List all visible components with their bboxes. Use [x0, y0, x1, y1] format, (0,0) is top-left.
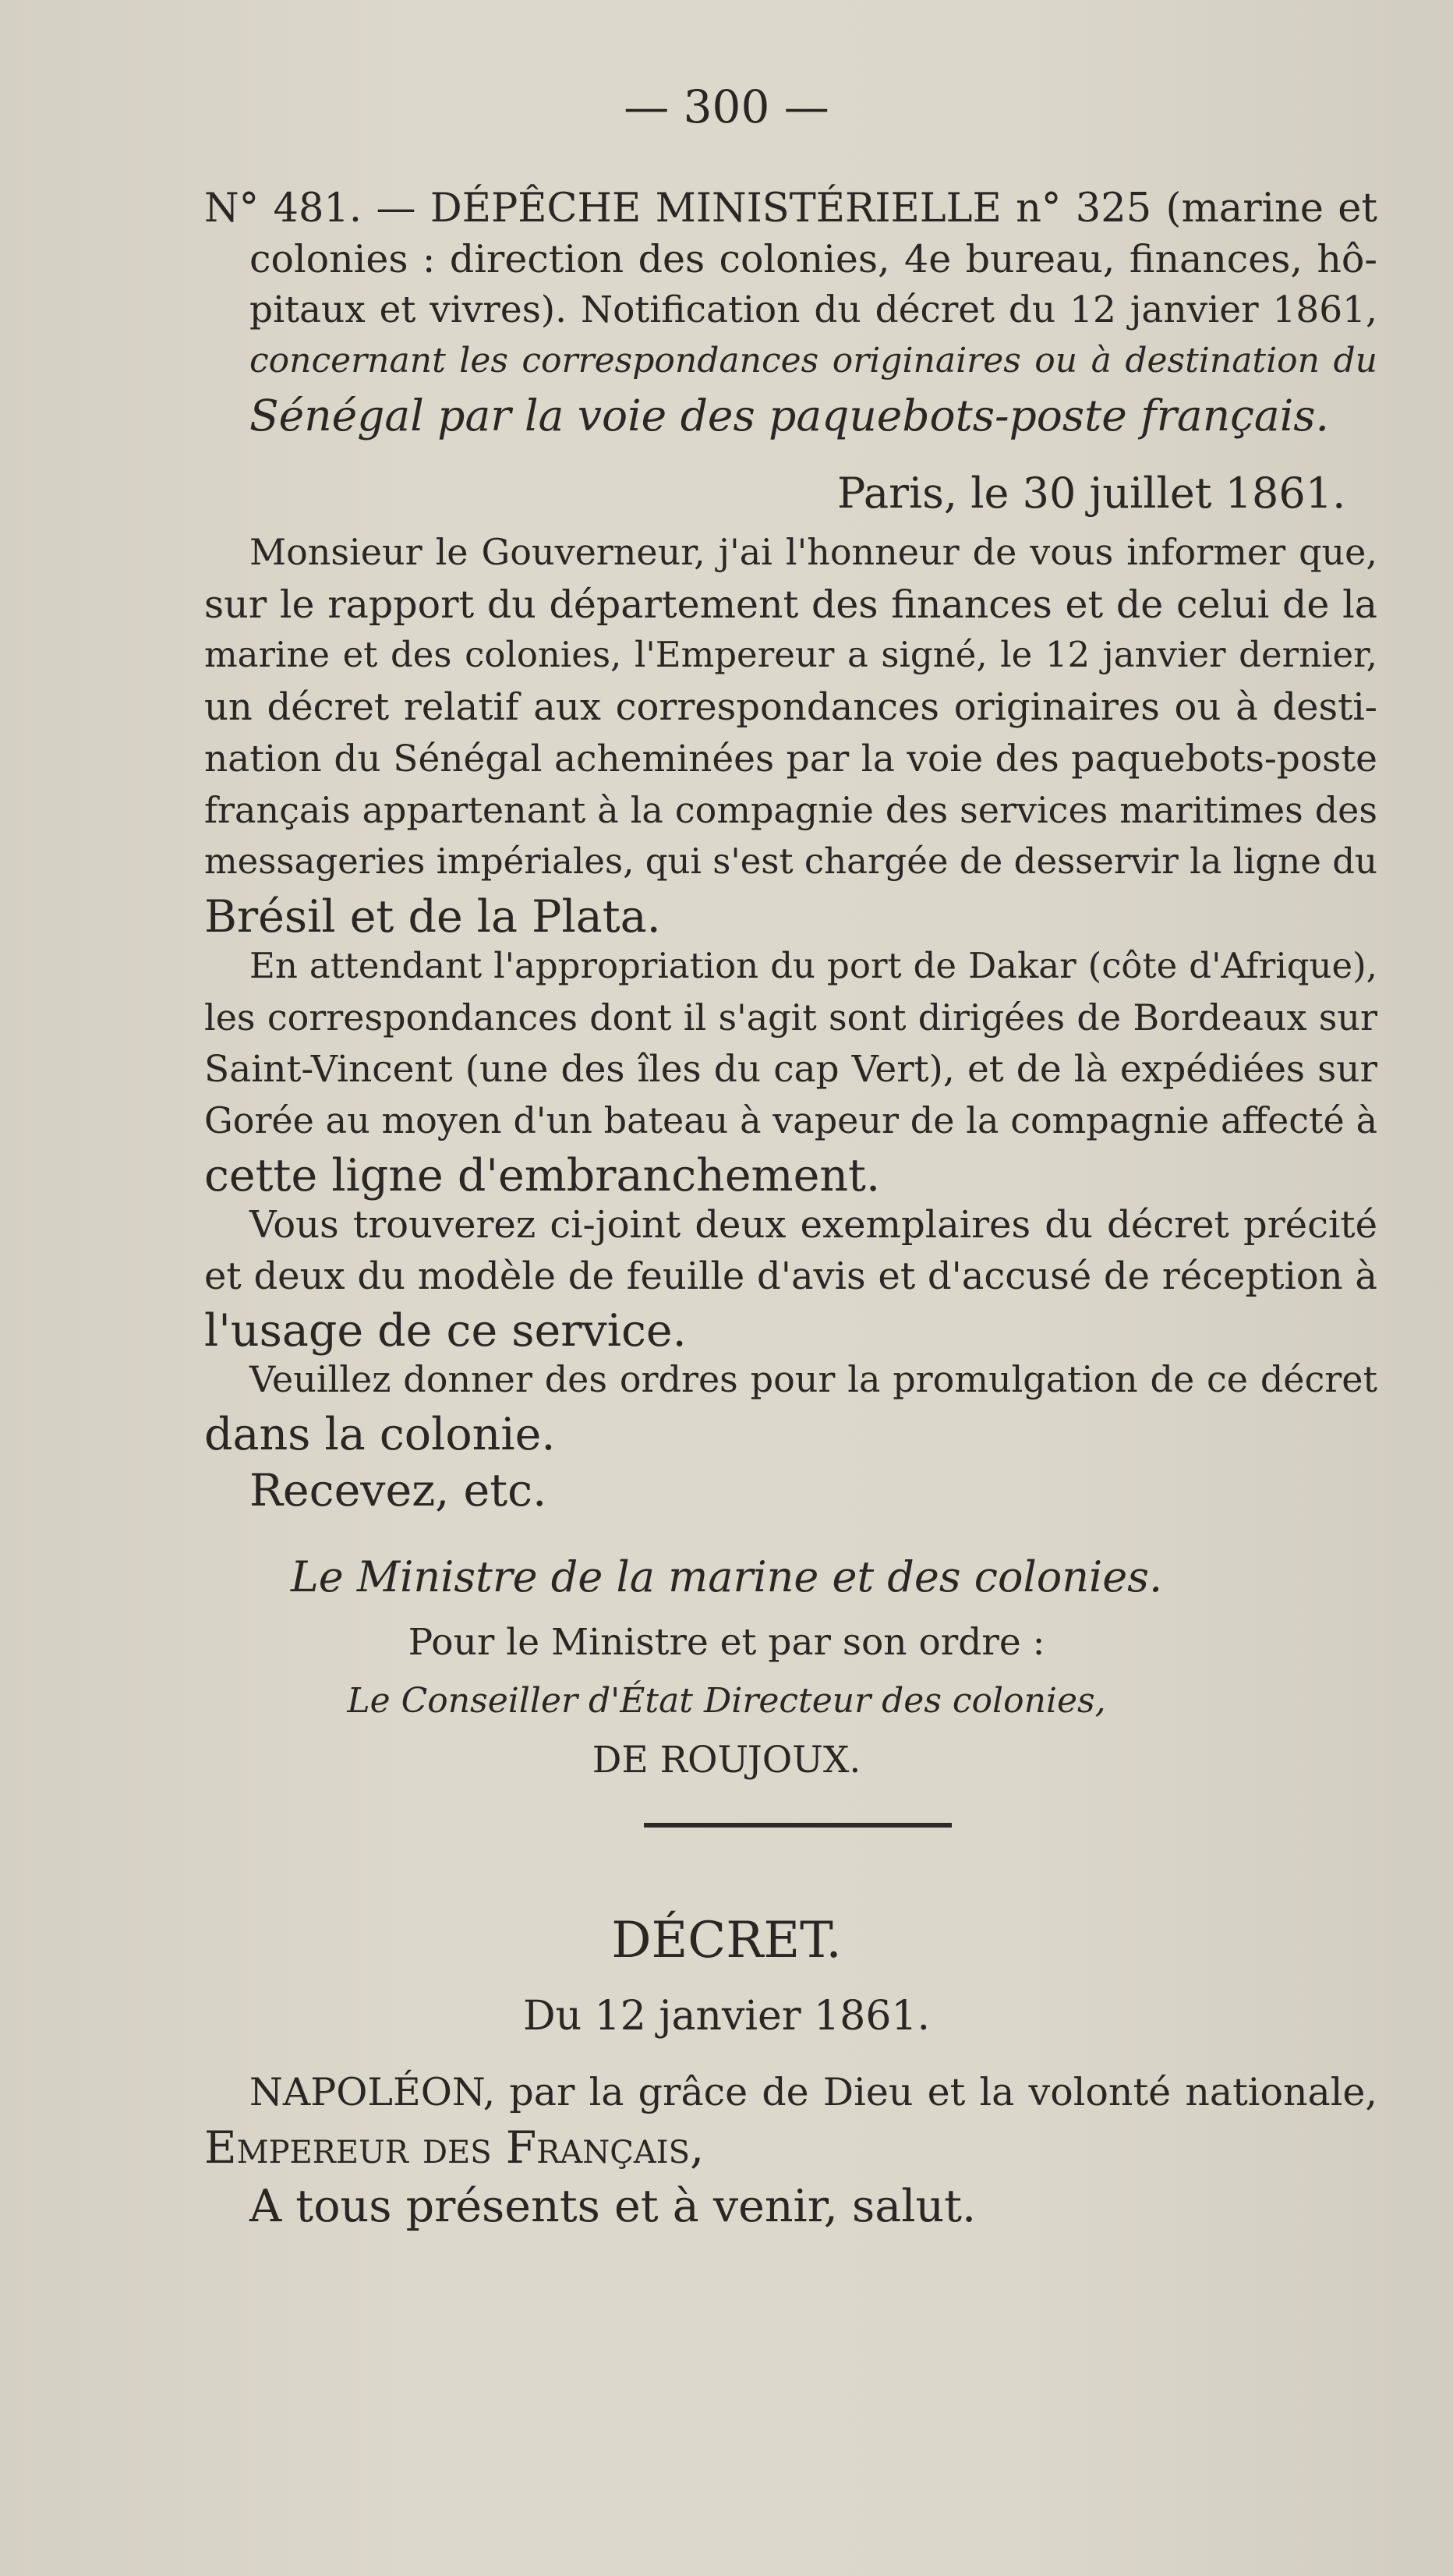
heading-line-2: colonies : direction des colonies, 4e bureau, finances, hô-	[249, 237, 1377, 281]
letter-line: Vous trouverez ci-joint deux exemplaires du décret précité	[249, 1203, 1377, 1247]
decree-line-3: A tous présents et à venir, salut.	[249, 2181, 977, 2232]
letter-line: dans la colonie.	[204, 1409, 556, 1460]
letter-line: nation du Sénégal acheminées par la voie des paquebots-poste	[204, 738, 1377, 780]
letter-line: Monsieur le Gouverneur, j'ai l'honneur de vous informer que,	[249, 531, 1377, 573]
letter-line: et deux du modèle de feuille d'avis et d'accusé de réception à	[204, 1254, 1377, 1298]
letter-line: marine et des colonies, l'Empereur a signé, le 12 janvier dernier,	[204, 634, 1377, 675]
letter-line: Veuillez donner des ordres pour la promulgation de ce décret	[249, 1358, 1377, 1400]
heading-line-5: Sénégal par la voie des paquebots-poste français.	[249, 391, 1330, 441]
heading-line-4: concernant les correspondances originaires ou à destination du	[249, 341, 1377, 380]
letter-line: l'usage de ce service.	[204, 1305, 687, 1357]
page-number: — 300 —	[624, 80, 829, 133]
closing-formula: Recevez, etc.	[249, 1465, 547, 1516]
letter-line: un décret relatif aux correspondances originaires ou à desti-	[204, 685, 1377, 729]
letter-line: Saint-Vincent (une des îles du cap Vert), et de là expédiées sur	[204, 1048, 1377, 1091]
heading-line-1: N° 481. — DÉPÊCHE MINISTÉRIELLE n° 325 (marine et	[204, 186, 1377, 232]
decree-line-2: Empereur des Français,	[204, 2122, 705, 2174]
decree-line-1: NAPOLÉON, par la grâce de Dieu et la volonté nationale,	[249, 2070, 1377, 2114]
letter-line: messageries impériales, qui s'est chargée de desservir la ligne du	[204, 840, 1377, 882]
dateline: Paris, le 30 juillet 1861.	[837, 469, 1346, 518]
section-divider	[644, 1823, 952, 1828]
decree-date: Du 12 janvier 1861.	[522, 1993, 931, 2040]
letter-line: cette ligne d'embranchement.	[204, 1150, 881, 1201]
heading-line-3: pitaux et vivres). Notification du décret du 12 janvier 1861,	[249, 288, 1377, 331]
letter-line: français appartenant à la compagnie des services maritimes des	[204, 789, 1377, 831]
letter-line: En attendant l'appropriation du port de Dakar (côte d'Afrique),	[249, 945, 1377, 986]
letter-line: sur le rapport du département des finances et de celui de la	[204, 582, 1377, 627]
decree-title: DÉCRET.	[611, 1912, 842, 1969]
letter-line: les correspondances dont il s'agit sont dirigées de Bordeaux sur	[204, 996, 1377, 1039]
signature-minister: Le Ministre de la marine et des colonies.	[290, 1552, 1163, 1601]
signature-name: DE ROUJOUX.	[592, 1739, 861, 1782]
letter-line: Gorée au moyen d'un bateau à vapeur de la compagnie affecté à	[204, 1099, 1377, 1141]
signature-title: Le Conseiller d'État Directeur des colonies,	[347, 1681, 1106, 1721]
letter-line: Brésil et de la Plata.	[204, 891, 661, 943]
signature-order: Pour le Ministre et par son ordre :	[408, 1621, 1045, 1664]
